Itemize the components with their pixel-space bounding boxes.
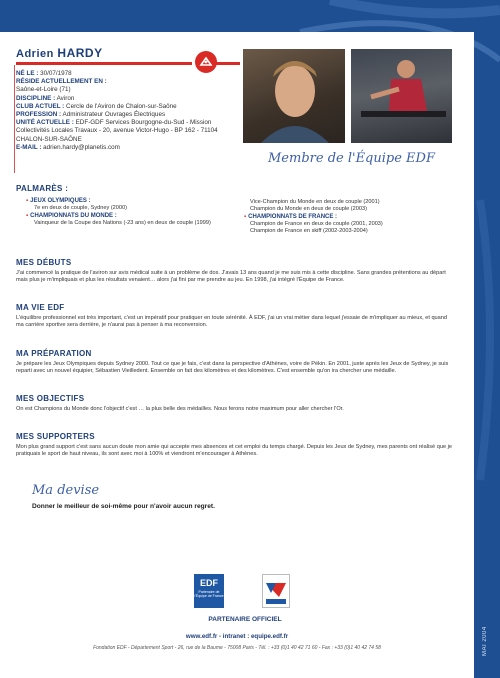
info-residence: Saône-et-Loire (71) [16, 86, 71, 94]
section-text-preparation: Je prépare les Jeux Olympiques depuis Sydney 2000. Tout ce que je fais, c'est dans la perspective d'Athènes, voire de Pékin. En 2001, juste après les Jeux de Sydney, je suis reparti avec un nouvel équipier, Sébastien Vieilledent. Ensemble on fait des kilomètres et des kilomètres. C'est ensemble qu'on ira chercher une médaille. [16, 361, 449, 375]
info-discipline: DISCIPLINE : Aviron [16, 94, 75, 102]
info-residence-label: RÉSIDE ACTUELLEMENT EN : [16, 78, 107, 86]
devise-text: Donner le meilleur de soi-même pour n'avoir aucun regret. [32, 503, 215, 510]
palmares-column-right: Vice-Champion du Monde en deux de couple (2001) Champion du Monde en deux de couple (2003) ▪ CHAMPIONNATS DE FRANCE : Champion de France en deux de couple (2001, 2003) Champion de France en skiff (2002-2003-2004) [250, 199, 460, 235]
footer-website[interactable]: www.edf.fr - intranet : equipe.edf.fr [185, 633, 289, 640]
info-accent-line [14, 65, 15, 173]
section-title-debuts: MES DÉBUTS [16, 258, 72, 267]
section-title-preparation: MA PRÉPARATION [16, 349, 92, 358]
rowing-photo [351, 49, 452, 143]
info-club: CLUB ACTUEL : Cercle de l'Aviron de Chalon-sur-Saône [16, 102, 177, 110]
side-date: MAI 2004 [482, 626, 488, 656]
team-signature: Membre de l'Équipe EDF [268, 151, 435, 166]
header-rule [16, 62, 192, 65]
info-email[interactable]: E-MAIL : adrien.hardy@planetis.com [16, 143, 120, 151]
info-birthdate: NÉ LE : 30/07/1978 [16, 70, 72, 77]
info-profession: PROFESSION : Administrateur Ouvrages Électriques [16, 111, 166, 119]
aviron-federation-logo-icon [262, 574, 290, 608]
section-text-supporters: Mon plus grand support c'est sans aucun doute mon amie qui accepte mes absences et cet emploi du temps chargé. Depuis les Jeux de Sydney, mes parents ont réalisé que je pratiquais le sport de haut niveau, ils sont avec moi à 100% et viendront m'encourager à Athènes. [16, 444, 452, 458]
section-text-vie-edf: L'équilibre professionnel est très important, c'est un impératif pour pratiquer en toute sérénité. À EDF, j'ai un vrai métier dans lequel j'essaie de m'impliquer au mieux, et quand ma carrière sportive sera derrière, je n'aurai pas à penser à ma reconversion. [16, 315, 447, 329]
section-title-vie-edf: MA VIE EDF [16, 303, 65, 312]
palmares-title: PALMARÈS : [16, 184, 69, 193]
section-title-supporters: MES SUPPORTERS [16, 432, 95, 441]
edf-logo: EDF Partenaire de l'Équipe de France [194, 574, 224, 608]
partner-label: PARTENAIRE OFFICIEL [208, 616, 282, 623]
palmares-column-left: ▪ JEUX OLYMPIQUES : 7e en deux de couple, Sydney (2000) ▪ CHAMPIONNATS DU MONDE : Vainqueur de la Coupe des Nations (-23 ans) en deux de couple (1999) [26, 198, 246, 227]
section-text-objectifs: On est Champions du Monde donc l'objectif c'est … la plus belle des médailles. Nous ferons notre maximum pour aller chercher l'Or. [16, 406, 344, 412]
header-rule-right [214, 62, 240, 65]
section-text-debuts: J'ai commencé la pratique de l'aviron sur avis médical suite à un problème de dos. J'avais 13 ans quand je me suis mis à cette discipline. Sans grandes prétentions au départ mais plus je m'impliquais et plus les résultats venaient… alors j'ai fini par me prendre au jeu. En 1998, j'ai intégré l'Équipe de France. [16, 270, 446, 284]
footer-address: Fondation EDF - Département Sport - 26, rue de la Baume - 75008 Paris - Tél. : +33 (0)1 40 42 71 60 - Fax : +33 (0)1 40 42 74 58 [93, 645, 381, 651]
portrait-photo [243, 49, 345, 143]
athlete-info [16, 70, 240, 152]
devise-signature: Ma devise [32, 483, 100, 498]
info-unit: UNITÉ ACTUELLE : EDF-GDF Services Bourgogne-du-Sud - Mission Collectivités Locales Travaux - 20, avenue Victor-Hugo - BP 162 - 71104 CHALON-SUR-SAÔNE [16, 119, 218, 143]
section-title-objectifs: MES OBJECTIFS [16, 394, 85, 403]
athlete-name: Adrien HARDY [16, 46, 103, 60]
